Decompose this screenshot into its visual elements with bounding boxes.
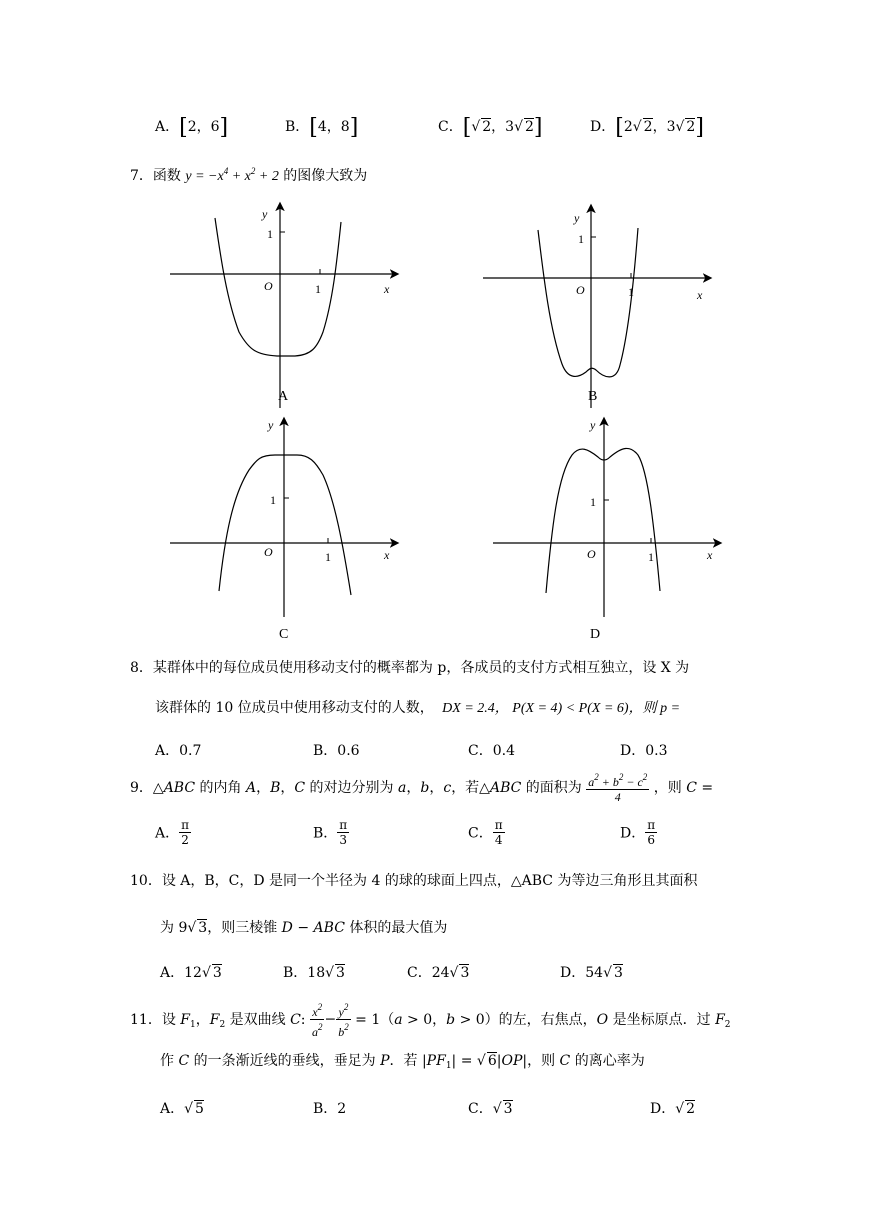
graph-b-one-x: 1 <box>628 285 634 299</box>
graph-d-one-x: 1 <box>648 550 654 564</box>
q8-option-a: A．0.7 <box>155 743 202 759</box>
graph-a-one-x: 1 <box>315 282 321 296</box>
q9-stem: 9．△ABC 的内角 A，B，C 的对边分别为 a，b，c，若△ABC 的面积为 $\frac{a^2 + b^2 - c^2}{4}$ ，则 C = <box>130 772 714 804</box>
q10-option-b: B．18√ 3 <box>283 965 345 981</box>
graph-a-caption: A <box>278 389 289 404</box>
q9-option-d: D． $\frac{\pi}{6}$ <box>620 818 656 847</box>
q11-option-d: D．√ 2 <box>650 1101 696 1117</box>
graph-a-x-label: x <box>384 282 390 296</box>
q11-line2: 作 C 的一条渐近线的垂线，垂足为 P．若 $|PF_1|$ = √ 6|OP|，则 C 的离心率为 <box>160 1053 645 1071</box>
graph-c-y-label: y <box>268 418 274 432</box>
q10-option-c: C．24√ 3 <box>407 965 470 981</box>
q8-option-d: D．0.3 <box>620 743 668 759</box>
q9-area-fraction: $\frac{a^2 + b^2 - c^2}{4}$ <box>588 772 648 804</box>
graph-b-x-label: x <box>697 288 703 302</box>
graph-d-caption: D <box>590 627 601 642</box>
q9-option-b: B． $\frac{\pi}{3}$ <box>313 818 348 847</box>
graph-c <box>165 415 410 645</box>
graph-a-origin: O <box>264 279 273 293</box>
graph-a-y-label: y <box>262 207 268 221</box>
graph-a <box>165 200 410 410</box>
graph-c-one-y: 1 <box>270 493 276 507</box>
q6-option-d: D．[2√ 2，3√ 2] <box>590 115 704 140</box>
graph-c-one-x: 1 <box>325 550 331 564</box>
q10-option-d: D．54√ 3 <box>560 965 623 981</box>
q7-stem: 7．函数 $y = -x^4 + x^2 + 2$ 的图像大致为 <box>130 166 368 184</box>
q6-option-b: B．[4，8] <box>285 115 359 140</box>
q8-line2: 该群体的 10 位成员中使用移动支付的人数， DX = 2.4， P(X = 4) < P(X = 6)，则 p = <box>155 700 681 716</box>
q11-option-b: B．2 <box>313 1101 347 1117</box>
graph-d-origin: O <box>587 547 596 561</box>
q11-line1: 11．设 $F_1$，$F_2$ 是双曲线 C: $\frac{x^2}{a^2}$ − $\frac{y^2}{b^2}$ = 1（a > 0，b > 0）的左，右焦点，O 是坐标原点．过 $F_2$ <box>130 1002 731 1039</box>
q6-option-a: A．[2，6] <box>155 115 229 140</box>
q11-option-c: C．√ 3 <box>468 1101 513 1117</box>
q10-line2: 为 9√ 3，则三棱锥 D − ABC 体积的最大值为 <box>160 920 448 936</box>
q11-option-a: A．√ 5 <box>160 1101 204 1117</box>
graph-a-one-y: 1 <box>267 227 273 241</box>
graph-c-origin: O <box>264 545 273 559</box>
q6-option-c: C．[√ 2，3√ 2] <box>438 115 543 140</box>
graph-c-caption: C <box>279 627 289 642</box>
q9-option-c: C． $\frac{\pi}{4}$ <box>468 818 503 847</box>
q8-line1: 8．某群体中的每位成员使用移动支付的概率都为 p，各成员的支付方式相互独立，设 X 为 <box>130 660 690 676</box>
graph-b <box>478 200 723 410</box>
graph-d-y-label: y <box>590 418 596 432</box>
graph-b-caption: B <box>588 389 598 404</box>
q10-line1: 10．设 A，B，C，D 是同一个半径为 4 的球的球面上四点，△ABC 为等边三角形且其面积 <box>130 873 698 889</box>
graph-c-x-label: x <box>384 548 390 562</box>
graph-d <box>488 415 733 645</box>
q10-option-a: A．12√ 3 <box>160 965 222 981</box>
graph-d-one-y: 1 <box>590 495 596 509</box>
graph-b-origin: O <box>576 283 585 297</box>
q9-option-a: A． $\frac{\pi}{2}$ <box>155 818 190 847</box>
graph-d-x-label: x <box>707 548 713 562</box>
graph-b-one-y: 1 <box>578 232 584 246</box>
q8-option-c: C．0.4 <box>468 743 515 759</box>
q8-option-b: B．0.6 <box>313 743 360 759</box>
graph-b-y-label: y <box>574 211 580 225</box>
